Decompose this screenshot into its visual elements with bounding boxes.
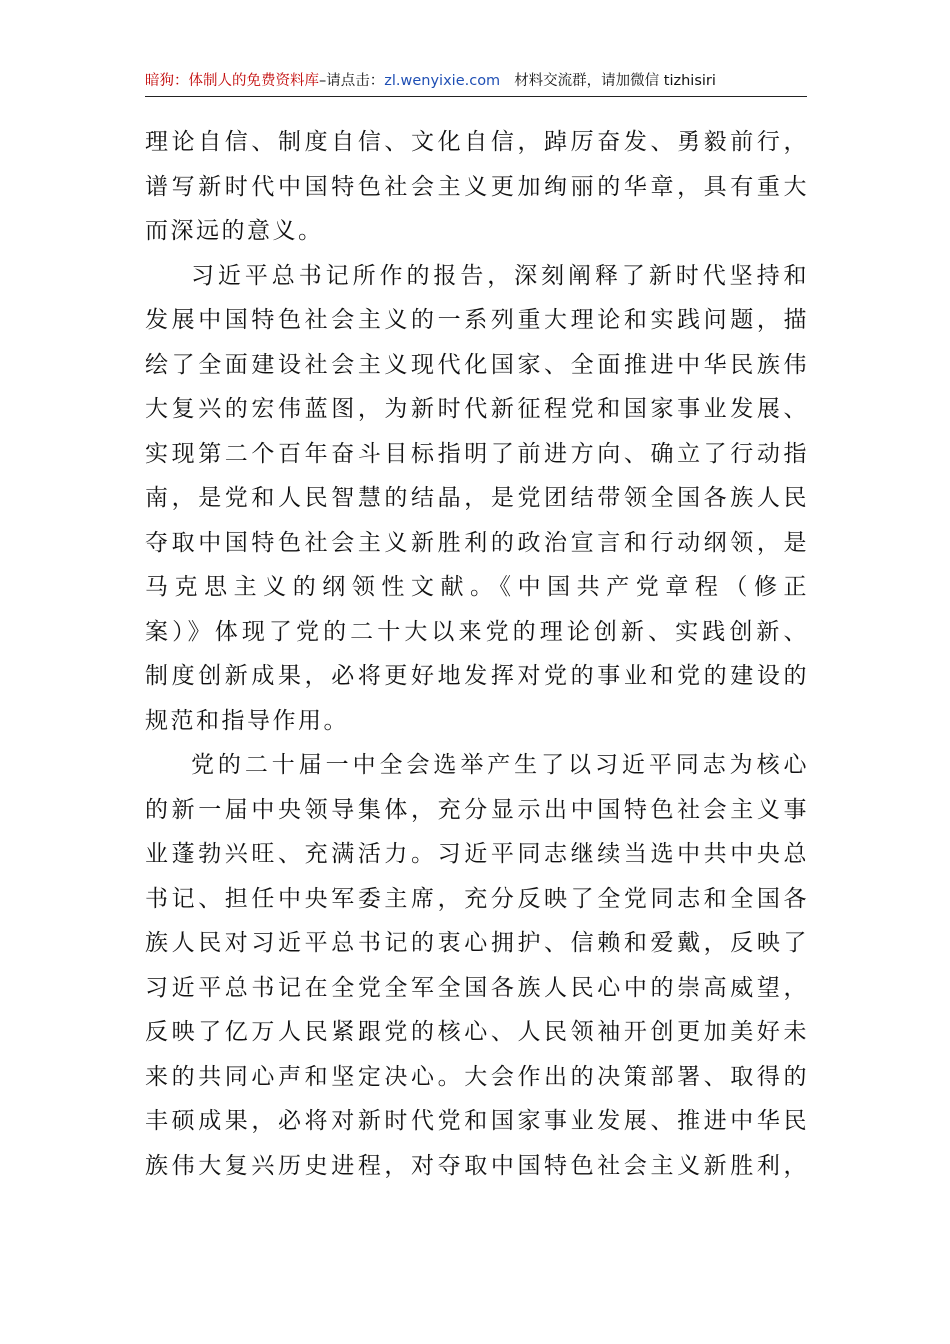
paragraph-3-line: 书记、担任中央军委主席，充分反映了全党同志和全国各: [145, 885, 807, 912]
header-contact: 材料交流群，请加微信 tizhisiri: [514, 73, 716, 89]
page-header: [145, 68, 807, 94]
paragraph-1-line: 而深远的意义。: [145, 218, 324, 244]
paragraph-2-line: 发展中国特色社会主义的一系列重大理论和实践问题，描: [145, 307, 807, 333]
paragraph-3-line: 来的共同心声和坚定决心。大会作出的决策部署、取得的: [145, 1063, 807, 1090]
paragraph-2-line: 案）》体现了党的二十大以来党的理论创新、实践创新、: [145, 618, 807, 645]
paragraph-2-line: 大复兴的宏伟蓝图，为新时代新征程党和国家事业发展、: [145, 396, 807, 422]
paragraph-3-line: 族人民对习近平总书记的衷心拥护、信赖和爱戴，反映了: [145, 930, 807, 956]
paragraph-3-line: 党的二十届一中全会选举产生了以习近平同志为核心: [191, 752, 807, 778]
paragraph-3-line: 习近平总书记在全党全军全国各族人民心中的崇高威望，: [145, 974, 807, 1001]
paragraph-3-line: 丰硕成果，必将对新时代党和国家事业发展、推进中华民: [145, 1108, 807, 1134]
paragraph-3-line: 反映了亿万人民紧跟党的核心、人民领袖开创更加美好未: [145, 1019, 807, 1045]
paragraph-2-line: 规范和指导作用。: [145, 707, 349, 734]
header-divider: [145, 96, 807, 97]
paragraph-2-line: 习近平总书记所作的报告，深刻阐释了新时代坚持和: [191, 262, 807, 289]
paragraph-2-line: 实现第二个百年奋斗目标指明了前进方向、确立了行动指: [145, 440, 807, 467]
paragraph-2-line: 夺取中国特色社会主义新胜利的政治宣言和行动纲领，是: [145, 529, 807, 556]
paragraph-2-line: 马克思主义的纲领性文献。《中国共产党章程（修正: [145, 574, 807, 600]
paragraph-2-line: 绘了全面建设社会主义现代化国家、全面推进中华民族伟: [145, 351, 807, 378]
paragraph-2-line: 制度创新成果，必将更好地发挥对党的事业和党的建设的: [145, 663, 807, 689]
header-brand: 暗狗：体制人的免费资料库: [145, 73, 319, 89]
header-link-prefix: –请点击：: [319, 73, 385, 89]
header-link-url[interactable]: zl.wenyixie.com: [384, 73, 501, 89]
paragraph-2-line: 南，是党和人民智慧的结晶，是党团结带领全国各族人民: [145, 485, 807, 511]
paragraph-3-line: 的新一届中央领导集体，充分显示出中国特色社会主义事: [145, 796, 807, 823]
paragraph-1-line: 谱写新时代中国特色社会主义更加绚丽的华章，具有重大: [145, 173, 807, 200]
paragraph-3-line: 族伟大复兴历史进程，对夺取中国特色社会主义新胜利，: [145, 1152, 807, 1179]
paragraph-1-line: 理论自信、制度自信、文化自信，踔厉奋发、勇毅前行，: [145, 129, 807, 155]
document-body: [145, 120, 807, 1188]
paragraph-3-line: 业蓬勃兴旺、充满活力。习近平同志继续当选中共中央总: [145, 841, 807, 867]
